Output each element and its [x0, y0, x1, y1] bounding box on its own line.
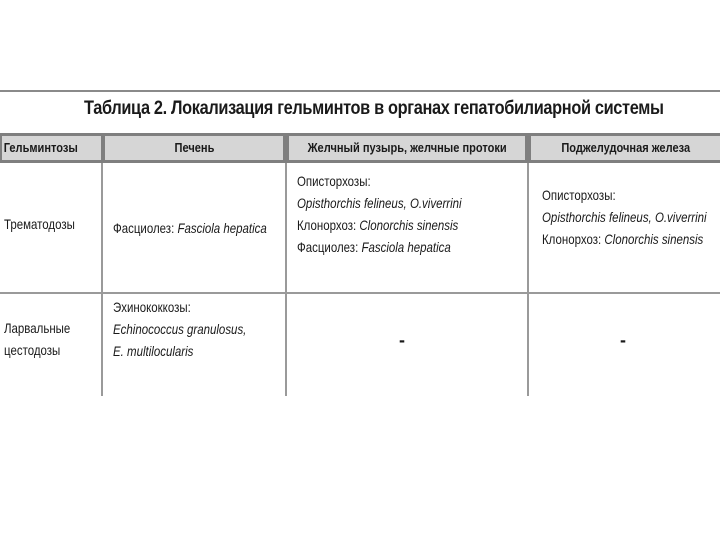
- header-pancreas: Поджелудочная железа: [531, 136, 720, 160]
- list-item: Эхинококкозы:: [113, 299, 191, 315]
- list-item: Opisthorchis felineus, O.viverrini: [542, 209, 707, 225]
- list-item: Клонорхоз: Clonorchis sinensis: [297, 217, 459, 233]
- pancreas-cell-cestodoses: -: [620, 330, 626, 350]
- list-item: Клонорхоз: Clonorchis sinensis: [542, 231, 704, 247]
- bile-cell-cestodoses: -: [399, 330, 405, 350]
- col-divider: [101, 163, 103, 396]
- row-group-larval-cestodoses: Ларвальные цестодозы: [4, 320, 71, 358]
- list-item: Описторхозы:: [297, 173, 371, 189]
- header-liver: Печень: [105, 136, 283, 160]
- list-item: Opisthorchis felineus, O.viverrini: [297, 195, 462, 211]
- list-item: Echinococcus granulosus,: [113, 321, 247, 337]
- list-item: Описторхозы:: [542, 187, 616, 203]
- bile-cell-trematodoses: [297, 170, 462, 258]
- header-helminthoses: Гельминтозы: [2, 136, 101, 160]
- table-title: Таблица 2. Локализация гельминтов в органах гепатобилиарной системы: [84, 98, 664, 119]
- liver-cell-cestodoses: [113, 296, 246, 362]
- pancreas-cell-trematodoses: [542, 184, 707, 250]
- list-item: E. multilocularis: [113, 343, 194, 359]
- col-divider: [285, 163, 287, 396]
- row-divider: [0, 292, 720, 294]
- row-group-trematodoses: Трематодозы: [4, 216, 75, 232]
- list-item: Фасциолез: Fasciola hepatica: [297, 239, 451, 255]
- liver-cell-trematodoses: Фасциолез: Fasciola hepatica: [113, 220, 267, 236]
- col-divider: [527, 163, 529, 396]
- header-bile-ducts: Желчный пузырь, желчные протоки: [289, 136, 525, 160]
